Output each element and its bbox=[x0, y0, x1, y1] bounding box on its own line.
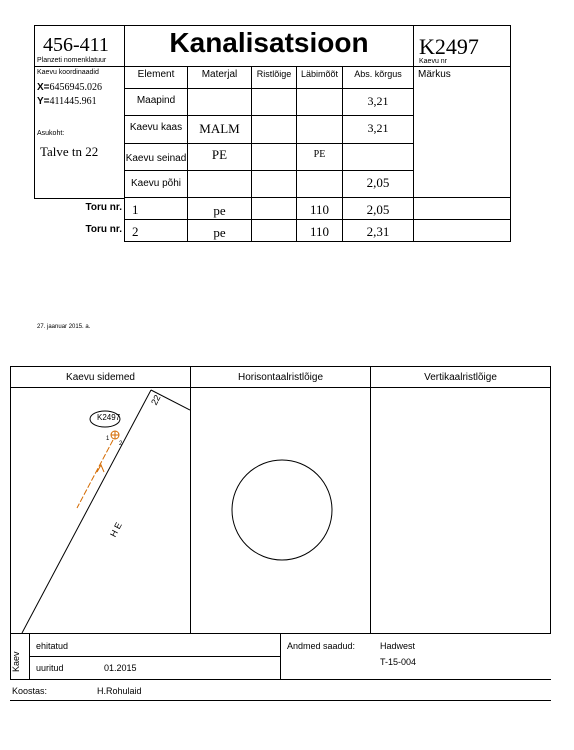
author-label: Koostas: bbox=[12, 686, 48, 696]
connections-sketch bbox=[11, 388, 190, 633]
source-name: Hadwest bbox=[380, 641, 416, 651]
x-label: X= bbox=[37, 82, 50, 93]
source-code: T-15-004 bbox=[380, 657, 417, 667]
well-section-circle bbox=[232, 460, 332, 560]
pipe-number: 2 bbox=[132, 224, 139, 239]
street-number: 22 bbox=[149, 393, 163, 407]
page-title: Kanalisatsioon bbox=[169, 27, 369, 58]
frame-bottom-left bbox=[34, 198, 125, 199]
row-elevation: 3,21 bbox=[367, 121, 389, 135]
x-value: 6456945.026 bbox=[49, 82, 103, 93]
pipe-line bbox=[77, 440, 113, 508]
pipe-mark-1: 1 bbox=[106, 436, 110, 442]
row-elevation: 3,21 bbox=[367, 94, 389, 108]
row-line-1 bbox=[124, 88, 414, 89]
row-line-header bbox=[34, 66, 511, 67]
address-caption: Asukoht: bbox=[37, 130, 65, 137]
pipe-mark-2: 2 bbox=[119, 441, 123, 447]
coords-caption: Kaevu koordinaadid bbox=[37, 69, 99, 76]
header-section: Ristlõige bbox=[256, 69, 292, 79]
col-line-3 bbox=[251, 66, 252, 242]
pipe-label: Toru nr. bbox=[85, 202, 122, 213]
pipe-elevation: 2,05 bbox=[366, 202, 390, 217]
col-line-6 bbox=[413, 25, 414, 242]
panel-title-horizontal: Horisontaalristlõige bbox=[237, 372, 324, 383]
footer-last-line bbox=[10, 700, 551, 701]
panels-divider-1 bbox=[190, 366, 191, 634]
panel-title-vertical: Vertikaalristlõige bbox=[424, 372, 497, 383]
panel-title-connections: Kaevu sidemed bbox=[66, 372, 135, 383]
street-edge-line bbox=[22, 390, 151, 633]
author-name: H.Rohulaid bbox=[97, 686, 142, 696]
row-line-4 bbox=[124, 170, 414, 171]
panels-top bbox=[10, 366, 551, 367]
footer-side-divider bbox=[29, 634, 30, 680]
well-number-caption: Kaevu nr bbox=[419, 58, 448, 65]
footer-row-line bbox=[29, 656, 280, 657]
frame-right bbox=[510, 25, 511, 242]
row-line-7 bbox=[124, 241, 511, 242]
well-tag: K2497 bbox=[97, 413, 121, 422]
pipe-label: Toru nr. bbox=[85, 224, 122, 235]
row-element: Kaevu kaas bbox=[129, 122, 183, 133]
header-diameter: Läbimõõt bbox=[300, 69, 339, 79]
footer-bottom-line bbox=[10, 679, 551, 680]
row-line-6 bbox=[124, 219, 511, 220]
row-element: Kaevu põhi bbox=[130, 178, 182, 189]
surveyed-label: uuritud bbox=[36, 663, 64, 673]
row-material: MALM bbox=[199, 121, 240, 136]
pipe-elevation: 2,31 bbox=[366, 224, 390, 239]
row-material: PE bbox=[211, 147, 228, 162]
nomenclature-code: 456-411 bbox=[43, 34, 109, 56]
header-elevation: Abs. kõrgus bbox=[354, 69, 402, 79]
row-diameter: PE bbox=[313, 149, 326, 160]
y-coordinate bbox=[37, 96, 97, 107]
pipe-material: pe bbox=[213, 225, 226, 240]
surveyed-date: 01.2015 bbox=[104, 663, 137, 673]
footer-mid-divider bbox=[280, 634, 281, 680]
panels-right bbox=[550, 366, 551, 634]
pipe-diameter: 110 bbox=[309, 224, 330, 239]
horizontal-section-drawing bbox=[230, 458, 334, 562]
well-number: K2497 bbox=[419, 34, 479, 59]
header-note: Märkus bbox=[418, 69, 451, 80]
source-label: Andmed saadud: bbox=[287, 641, 356, 651]
pipe-material: pe bbox=[213, 203, 226, 218]
built-label: ehitatud bbox=[36, 641, 69, 651]
header-element: Element bbox=[137, 69, 175, 80]
row-line-2 bbox=[124, 115, 414, 116]
header-material: Materjal bbox=[201, 69, 238, 80]
row-element: Kaevu seinad bbox=[125, 153, 187, 164]
frame-left bbox=[34, 25, 35, 199]
line-code: H E bbox=[108, 520, 124, 539]
row-elevation: 2,05 bbox=[366, 175, 390, 190]
side-label: Kaev bbox=[11, 651, 21, 672]
row-line-3 bbox=[124, 143, 414, 144]
address: Talve tn 22 bbox=[40, 144, 99, 159]
row-element: Maapind bbox=[136, 95, 176, 106]
frame-top bbox=[34, 25, 511, 26]
panels-divider-2 bbox=[370, 366, 371, 634]
y-label: Y= bbox=[37, 96, 50, 107]
row-line-5 bbox=[124, 197, 511, 198]
x-coordinate bbox=[37, 82, 102, 93]
date-note: 27. jaanuar 2015. a. bbox=[37, 324, 91, 330]
pipe-diameter: 110 bbox=[309, 202, 330, 217]
nomenclature-caption: Planzeti nomenklatuur bbox=[37, 57, 107, 64]
y-value: 411445.961 bbox=[49, 96, 97, 107]
pipe-number: 1 bbox=[132, 202, 139, 217]
